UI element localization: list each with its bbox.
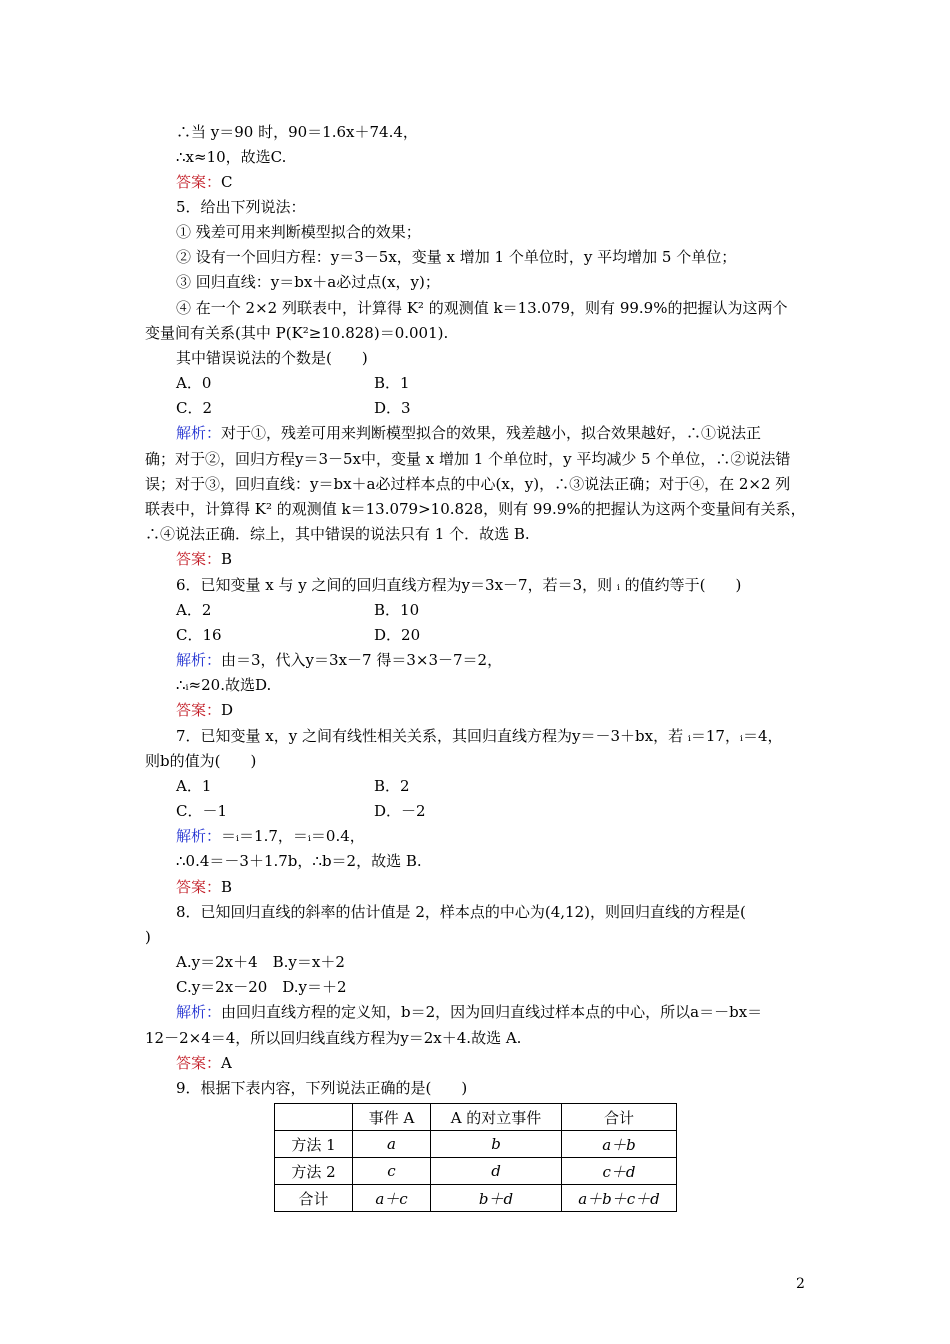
answer-label: 答案： — [176, 173, 222, 191]
answer-label: 答案： — [176, 701, 222, 719]
solution-line — [176, 826, 365, 846]
solution-label: 解析： — [176, 651, 222, 669]
solution-label: 解析： — [176, 827, 222, 845]
answer-line — [176, 549, 232, 569]
question-5-stem: 5．给出下列说法： — [176, 198, 306, 216]
table-header-row — [275, 1104, 677, 1131]
table-cell: 方法 1 — [275, 1131, 353, 1158]
answer-label: 答案： — [176, 1054, 222, 1072]
option-b: B．2 — [374, 777, 410, 795]
question-9-stem: 9．根据下表内容，下列说法正确的是( ) — [176, 1079, 468, 1097]
option-d: D．20 — [374, 626, 421, 644]
question-5-ask: 其中错误说法的个数是( ) — [176, 349, 368, 367]
solution-text: ＝ᵢ＝1.7，＝ᵢ＝0.4， — [221, 827, 365, 845]
option-b: B．10 — [374, 601, 420, 619]
solution-text: 对于①，残差可用来判断模型拟合的效果，残差越小，拟合效果越好，∴①说法正 — [221, 424, 762, 442]
solution-cont: ∴④说法正确．综上，其中错误的说法只有 1 个．故选 B. — [145, 525, 530, 543]
table-cell: b＋d — [431, 1185, 562, 1212]
answer-label: 答案： — [176, 878, 222, 896]
table-cell: a＋c — [353, 1185, 431, 1212]
table-header-cell: A 的对立事件 — [431, 1104, 562, 1131]
option-c: C．16 — [176, 626, 222, 644]
text-line: ∴x≈10，故选C. — [176, 148, 287, 166]
answer-value: B — [221, 550, 233, 568]
statement-1: ① 残差可用来判断模型拟合的效果； — [176, 223, 421, 241]
question-7-cont: 则b的值为( ) — [145, 752, 257, 770]
answer-line — [176, 877, 232, 897]
table-cell: 合计 — [275, 1185, 353, 1212]
table-row — [275, 1185, 677, 1212]
contingency-table — [274, 1103, 677, 1212]
solution-cont: 12－2×4＝4，所以回归线直线方程为y＝2x＋4.故选 A. — [145, 1029, 522, 1047]
solution-line — [176, 1002, 762, 1022]
option-a: A．1 — [176, 777, 212, 795]
table-cell: c — [353, 1158, 431, 1185]
solution-cont: 误；对于③，回归直线：y＝bx＋a必过样本点的中心(x，y)，∴③说法正确；对于④，在 2×2 列 — [145, 475, 791, 493]
text-line: ∴当 y＝90 时，90＝1.6x＋74.4， — [176, 123, 418, 141]
question-6-stem: 6．已知变量 x 与 y 之间的回归直线方程为y＝3x－7，若＝3，则 ᵢ 的值约等于( ) — [176, 576, 742, 594]
table-cell: b — [431, 1131, 562, 1158]
solution-label: 解析： — [176, 1003, 222, 1021]
answer-value: B — [221, 878, 233, 896]
statement-2: ② 设有一个回归方程：y＝3－5x，变量 x 增加 1 个单位时，y 平均增加 5 个单位； — [176, 248, 737, 266]
options-ab: A.y＝2x＋4 B.y＝x＋2 — [176, 953, 345, 971]
option-c: C．2 — [176, 399, 213, 417]
answer-line — [176, 172, 233, 192]
answer-value: C — [221, 173, 233, 191]
option-c: C．－1 — [176, 802, 228, 820]
table-cell: 方法 2 — [275, 1158, 353, 1185]
page-number: 2 — [796, 1276, 805, 1292]
table-header-cell: 事件 A — [353, 1104, 431, 1131]
table-cell: a＋b＋c＋d — [562, 1185, 677, 1212]
table-row — [275, 1131, 677, 1158]
answer-line — [176, 1053, 232, 1073]
table-header-cell — [275, 1104, 353, 1131]
solution-line — [176, 423, 761, 443]
options-cd: C.y＝2x－20 D.y＝＋2 — [176, 978, 347, 996]
option-d: D．3 — [374, 399, 411, 417]
answer-label: 答案： — [176, 550, 222, 568]
option-d: D．－2 — [374, 802, 426, 820]
statement-4-cont: 变量间有关系(其中 P(K²≥10.828)＝0.001). — [145, 324, 449, 342]
table-row — [275, 1158, 677, 1185]
table-cell: a — [353, 1131, 431, 1158]
solution-cont: 联表中，计算得 K² 的观测值 k＝13.079>10.828，则有 99.9%的把握认为这两个变量间有关系， — [145, 500, 806, 518]
question-8-cont: ) — [145, 928, 151, 946]
option-a: A．2 — [176, 601, 212, 619]
table-cell: a＋b — [562, 1131, 677, 1158]
text-line: ∴0.4＝－3＋1.7b，∴b＝2，故选 B. — [176, 852, 422, 870]
answer-value: D — [221, 701, 234, 719]
solution-line — [176, 650, 502, 670]
table-cell: c＋d — [562, 1158, 677, 1185]
question-7-stem: 7．已知变量 x，y 之间有线性相关关系，其回归直线方程为y＝－3＋bx，若 ᵢ＝17，ᵢ＝4， — [176, 727, 783, 745]
answer-line — [176, 700, 233, 720]
option-b: B．1 — [374, 374, 410, 392]
answer-value: A — [221, 1054, 232, 1072]
solution-text: 由＝3，代入y＝3x－7 得＝3×3－7＝2， — [221, 651, 503, 669]
solution-text: 由回归直线方程的定义知，b＝2，因为回归直线过样本点的中心，所以a＝－bx＝ — [221, 1003, 763, 1021]
solution-cont: 确；对于②，回归方程y＝3－5x中，变量 x 增加 1 个单位时，y 平均减少 5 个单位，∴②说法错 — [145, 450, 791, 468]
table-header-cell: 合计 — [562, 1104, 677, 1131]
statement-3: ③ 回归直线：y＝bx＋a必过点(x，y)； — [176, 273, 440, 291]
text-line: ∴ᵢ≈20.故选D. — [176, 676, 272, 694]
solution-label: 解析： — [176, 424, 222, 442]
table-cell: d — [431, 1158, 562, 1185]
question-8-stem: 8．已知回归直线的斜率的估计值是 2，样本点的中心为(4,12)，则回归直线的方程是( — [176, 903, 746, 921]
option-a: A．0 — [176, 374, 212, 392]
statement-4: ④ 在一个 2×2 列联表中，计算得 K² 的观测值 k＝13.079，则有 99.9%的把握认为这两个 — [176, 299, 788, 317]
